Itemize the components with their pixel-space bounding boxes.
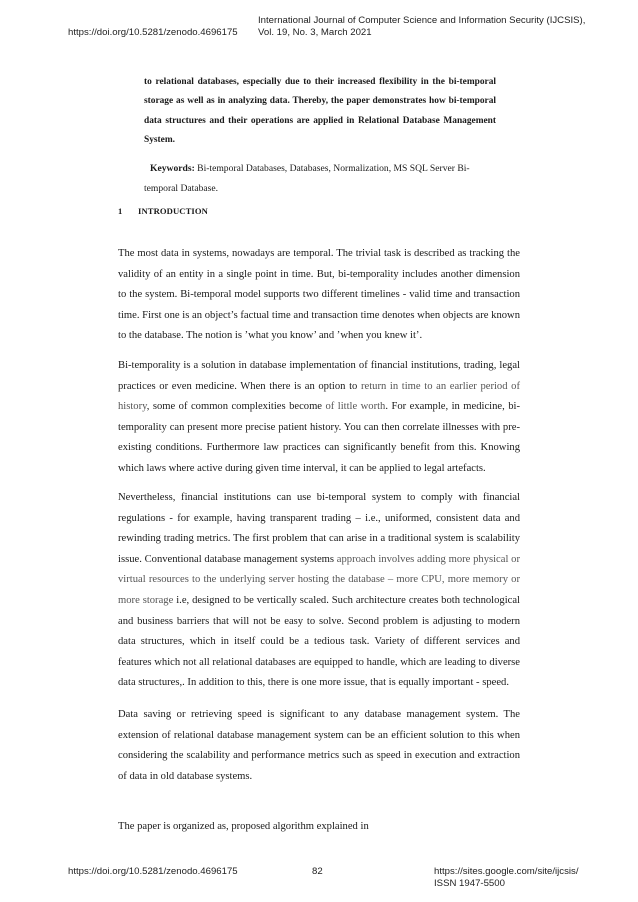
keywords-block [144,159,496,199]
paragraph-2 [118,356,520,480]
paragraph-3-text-a: Nevertheless, financial institutions can use bi-temporal system to comply with financial regulations - for example, having transparent trading – i.e., uniformed, consistent data and rewinding trading metrics. The first problem that can arise in a traditional system is scalability issue. Conventional database management systems [118,492,520,565]
page-number: 82 [312,866,323,877]
paragraph-2-text-b: return in time to an earlier period of history [118,380,520,413]
abstract-tail: to relational databases, especially due to their increased flexibility in the bi-temporal storage as well as in analyzing data. Thereby, the paper demonstrates how bi-temporal data structures and their operations are applied in Relational Database Management System. [144,77,496,146]
footer-doi-link[interactable]: https://doi.org/10.5281/zenodo.4696175 [68,866,238,877]
keywords-text: Bi-temporal Databases, Databases, Normalization, MS SQL Server Bi-temporal Database. [144,163,470,194]
paragraph-3-text-c: i.e, designed to be vertically scaled. Such architecture creates both technological and business barriers that will not be easy to solve. Second problem is adjusting to modern data structures, which in itself could be a tedious task. Variety of different services and features which not all relational databases are equipped to handle, which are leading to diverse data structures,. In addition to this, there is one more issue, that is equally important - speed. [118,594,520,689]
journal-volume-line: Vol. 19, No. 3, March 2021 [258,27,372,38]
footer-issn: ISSN 1947-5500 [434,878,505,889]
section-title: INTRODUCTION [138,206,208,216]
header-journal-info [258,15,585,39]
paragraph-2-text-c: , some of common complexities become [146,401,326,413]
section-number: 1 [118,206,123,216]
paragraph-1: The most data in systems, nowadays are temporal. The trivial task is described as tracking the validity of an entity in a single point in time. But, bi-temporality includes another dimension to the system. Bi-temporal model supports two different timelines - valid time and transaction time. First one is an object’s factual time and transaction time denotes when objects are known to the database. The notion is ’what you know’ and ’when you knew it’. [118,248,520,342]
footer-site-info [434,866,579,890]
footer-site-link[interactable]: https://sites.google.com/site/ijcsis/ [434,866,579,877]
paragraph-2-text-d: of little worth [325,401,386,413]
paragraph-2-text-a: Bi-temporality is a solution in database implementation of financial institutions, trading, legal practices or even medicine. When there is an option to [118,360,520,392]
paragraph-5: The paper is organized as, proposed algorithm explained in [118,821,369,832]
paragraph-3 [118,488,520,694]
paragraph-3-text-b: approach involves adding more physical or virtual resources to the underlying server hosting the database – more CPU, more memory or more storage [118,553,520,606]
journal-title-line: International Journal of Computer Science and Information Security (IJCSIS), [258,15,586,26]
keywords-label: Keywords: [150,163,195,174]
paragraph-4: Data saving or retrieving speed is significant to any database management system. The extension of relational database management system can be an efficient solution to this when considering the scalability and performance metrics such as speed in execution and extraction of data in old database systems. [118,709,520,782]
header-doi-link[interactable]: https://doi.org/10.5281/zenodo.4696175 [68,27,238,38]
section-heading [118,206,208,216]
paragraph-2-text-e: . For example, in medicine, bi-temporality can present more precise patient history. You can then correlate illnesses with pre-existing conditions. Furthermore law practices can significantly benefit from this. Knowing which laws where active during given time interval, it can be applied to legal artefacts. [118,401,520,474]
